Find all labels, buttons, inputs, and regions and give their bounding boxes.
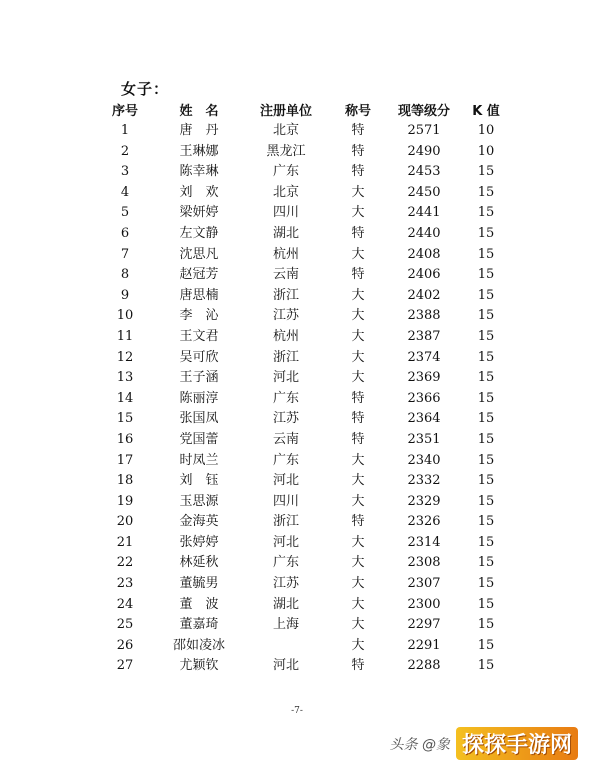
cell-rating: 2402: [407, 287, 441, 303]
cell-name: 左文静: [179, 225, 219, 241]
cell-unit: 河北: [272, 658, 299, 674]
cell-unit: 河北: [272, 370, 299, 386]
table-row: [96, 306, 512, 327]
cell-rating: 2340: [407, 452, 441, 468]
cell-k: 15: [477, 411, 495, 427]
header-title: 称号: [344, 104, 371, 119]
cell-k: 15: [477, 493, 495, 509]
cell-unit: 云南: [272, 267, 299, 283]
table-row: [96, 451, 512, 472]
cell-no: 8: [120, 267, 130, 283]
cell-k: 15: [477, 658, 495, 674]
cell-rating: 2308: [407, 555, 441, 571]
cell-unit: 广东: [272, 164, 299, 180]
cell-unit: 浙江: [272, 287, 299, 303]
cell-k: 15: [477, 205, 495, 221]
cell-k: 15: [477, 225, 495, 241]
cell-k: 10: [477, 143, 495, 159]
cell-no: 19: [116, 493, 134, 509]
cell-title: 特: [351, 164, 365, 180]
cell-unit: 杭州: [272, 246, 299, 262]
cell-k: 15: [477, 390, 495, 406]
page-number: -7-: [291, 706, 303, 716]
cell-k: 15: [477, 370, 495, 386]
cell-no: 26: [116, 637, 134, 653]
table-row: [96, 595, 512, 616]
header-name: 姓 名: [179, 104, 219, 119]
cell-no: 22: [116, 555, 134, 571]
cell-title: 特: [351, 411, 365, 427]
cell-no: 7: [120, 246, 130, 262]
cell-title: 大: [351, 493, 365, 509]
cell-k: 15: [477, 184, 495, 200]
header-no: 序号: [111, 104, 138, 119]
cell-rating: 2408: [407, 246, 441, 262]
cell-name: 张国凤: [179, 411, 219, 427]
cell-name: 沈思凡: [179, 246, 219, 262]
cell-unit: 湖北: [272, 225, 299, 241]
cell-title: 特: [351, 431, 365, 447]
table-row: [96, 615, 512, 636]
cell-unit: 四川: [272, 205, 299, 221]
table-row: [96, 636, 512, 657]
table-row: [96, 553, 512, 574]
table-body: [96, 121, 512, 677]
cell-rating: 2387: [407, 328, 441, 344]
cell-name: 董嘉琦: [179, 617, 219, 633]
cell-name: 王文君: [179, 328, 219, 344]
cell-name: 董毓男: [179, 576, 219, 592]
cell-no: 5: [120, 205, 130, 221]
cell-title: 大: [351, 534, 365, 550]
cell-title: 特: [351, 123, 365, 138]
cell-name: 唐思楠: [179, 287, 219, 303]
cell-unit: 四川: [272, 493, 299, 509]
table-row: [96, 471, 512, 492]
watermark-brand-logo: 探探手游网: [456, 727, 578, 760]
cell-k: 10: [477, 123, 495, 138]
table-row: [96, 183, 512, 204]
cell-rating: 2490: [407, 143, 441, 159]
cell-no: 9: [120, 287, 130, 303]
cell-unit: 杭州: [272, 328, 299, 344]
cell-title: 大: [351, 596, 365, 612]
cell-unit: 江苏: [272, 576, 299, 592]
cell-rating: 2450: [407, 184, 441, 200]
cell-rating: 2440: [407, 225, 441, 241]
header-unit: 注册单位: [259, 104, 312, 119]
cell-rating: 2388: [407, 308, 441, 324]
cell-title: 特: [351, 143, 365, 159]
table-row: [96, 533, 512, 554]
cell-title: 大: [351, 308, 365, 324]
table-row: [96, 203, 512, 224]
section-title: 女子：: [121, 80, 170, 98]
cell-no: 17: [116, 452, 134, 468]
cell-rating: 2571: [407, 123, 441, 138]
cell-rating: 2326: [407, 514, 441, 530]
cell-name: 梁妍婷: [179, 205, 219, 221]
table-row: [96, 121, 512, 142]
cell-k: 15: [477, 452, 495, 468]
cell-name: 刘 钰: [179, 473, 219, 489]
cell-name: 张婷婷: [179, 534, 219, 550]
cell-title: 大: [351, 184, 365, 200]
cell-unit: 广东: [272, 390, 299, 406]
table-row: [96, 224, 512, 245]
cell-title: 大: [351, 246, 365, 262]
cell-rating: 2364: [407, 411, 441, 427]
table-row: [96, 512, 512, 533]
cell-rating: 2314: [407, 534, 441, 550]
ranking-table: [96, 98, 512, 677]
cell-name: 金海英: [179, 514, 219, 530]
cell-k: 15: [477, 164, 495, 180]
cell-unit: 河北: [272, 534, 299, 550]
cell-unit: 浙江: [272, 349, 299, 365]
cell-rating: 2297: [407, 617, 441, 633]
cell-unit: 浙江: [272, 514, 299, 530]
cell-k: 15: [477, 328, 495, 344]
cell-name: 邵如凌冰: [172, 637, 225, 653]
cell-no: 23: [116, 576, 134, 592]
cell-name: 李 沁: [179, 308, 219, 324]
cell-k: 15: [477, 287, 495, 303]
cell-title: 大: [351, 328, 365, 344]
cell-k: 15: [477, 349, 495, 365]
table-row: [96, 162, 512, 183]
cell-rating: 2366: [407, 390, 441, 406]
cell-unit: 上海: [272, 617, 299, 633]
cell-rating: 2369: [407, 370, 441, 386]
table-row: [96, 409, 512, 430]
cell-no: 20: [116, 514, 134, 530]
cell-name: 王子涵: [179, 370, 219, 386]
cell-unit: 广东: [272, 452, 299, 468]
cell-no: 3: [120, 164, 130, 180]
cell-no: 4: [120, 184, 130, 200]
cell-rating: 2291: [407, 637, 441, 653]
table-row: [96, 327, 512, 348]
cell-title: 大: [351, 205, 365, 221]
cell-no: 27: [116, 658, 134, 674]
cell-title: 大: [351, 452, 365, 468]
cell-name: 林延秋: [179, 555, 219, 571]
cell-unit: 湖北: [272, 596, 299, 612]
cell-rating: 2288: [407, 658, 441, 674]
cell-k: 15: [477, 308, 495, 324]
cell-k: 15: [477, 617, 495, 633]
table-header-row: [96, 98, 512, 121]
cell-title: 大: [351, 617, 365, 633]
cell-no: 15: [116, 411, 134, 427]
cell-no: 2: [120, 143, 130, 159]
cell-name: 尤颖钦: [179, 658, 219, 674]
cell-title: 大: [351, 370, 365, 386]
cell-title: 大: [351, 555, 365, 571]
cell-k: 15: [477, 555, 495, 571]
cell-unit: 广东: [272, 555, 299, 571]
cell-k: 15: [477, 267, 495, 283]
cell-k: 15: [477, 534, 495, 550]
cell-rating: 2329: [407, 493, 441, 509]
cell-title: 大: [351, 637, 365, 653]
table-row: [96, 368, 512, 389]
cell-no: 24: [116, 596, 134, 612]
cell-rating: 2453: [407, 164, 441, 180]
table-row: [96, 265, 512, 286]
table-row: [96, 656, 512, 677]
cell-title: 大: [351, 287, 365, 303]
cell-title: 特: [351, 390, 365, 406]
cell-k: 15: [477, 473, 495, 489]
cell-k: 15: [477, 514, 495, 530]
table-row: [96, 574, 512, 595]
table-row: [96, 389, 512, 410]
cell-name: 陈幸琳: [179, 164, 219, 180]
cell-name: 董 波: [179, 596, 219, 612]
table-row: [96, 348, 512, 369]
cell-rating: 2374: [407, 349, 441, 365]
table-row: [96, 245, 512, 266]
cell-title: 大: [351, 349, 365, 365]
cell-name: 王琳娜: [179, 143, 219, 159]
table-row: [96, 142, 512, 163]
cell-no: 18: [116, 473, 134, 489]
cell-rating: 2307: [407, 576, 441, 592]
cell-unit: 江苏: [272, 308, 299, 324]
cell-unit: 黑龙江: [266, 143, 306, 159]
cell-unit: 北京: [272, 123, 299, 138]
cell-k: 15: [477, 431, 495, 447]
cell-name: 唐 丹: [179, 123, 219, 138]
cell-rating: 2332: [407, 473, 441, 489]
cell-unit: 北京: [272, 184, 299, 200]
cell-unit: 河北: [272, 473, 299, 489]
table-row: [96, 286, 512, 307]
cell-name: 刘 欢: [179, 184, 219, 200]
cell-no: 25: [116, 617, 134, 633]
cell-no: 10: [116, 308, 134, 324]
cell-no: 21: [116, 534, 134, 550]
cell-no: 11: [116, 328, 134, 344]
cell-title: 大: [351, 473, 365, 489]
cell-rating: 2351: [407, 431, 441, 447]
cell-k: 15: [477, 637, 495, 653]
header-k: K 值: [472, 104, 500, 119]
cell-name: 陈丽淳: [179, 390, 219, 406]
cell-name: 赵冠芳: [179, 267, 219, 283]
cell-k: 15: [477, 596, 495, 612]
cell-title: 特: [351, 225, 365, 241]
cell-title: 大: [351, 576, 365, 592]
header-rating: 现等级分: [397, 104, 450, 119]
watermark-source: 头条 @象: [389, 736, 450, 753]
cell-name: 玉思源: [179, 493, 219, 509]
cell-k: 15: [477, 246, 495, 262]
cell-name: 吴可欣: [179, 349, 219, 365]
cell-title: 特: [351, 514, 365, 530]
cell-k: 15: [477, 576, 495, 592]
cell-unit: [244, 636, 328, 657]
cell-no: 13: [116, 370, 134, 386]
cell-no: 1: [120, 123, 130, 138]
table-row: [96, 430, 512, 451]
cell-rating: 2300: [407, 596, 441, 612]
cell-no: 14: [116, 390, 134, 406]
cell-no: 12: [116, 349, 134, 365]
cell-unit: 江苏: [272, 411, 299, 427]
cell-name: 党国蕾: [179, 431, 219, 447]
cell-unit: 云南: [272, 431, 299, 447]
cell-name: 时凤兰: [179, 452, 219, 468]
cell-no: 16: [116, 431, 134, 447]
cell-no: 6: [120, 225, 130, 241]
cell-rating: 2406: [407, 267, 441, 283]
watermark: [390, 727, 578, 760]
cell-title: 特: [351, 658, 365, 674]
cell-title: 特: [351, 267, 365, 283]
table-row: [96, 492, 512, 513]
cell-rating: 2441: [407, 205, 441, 221]
